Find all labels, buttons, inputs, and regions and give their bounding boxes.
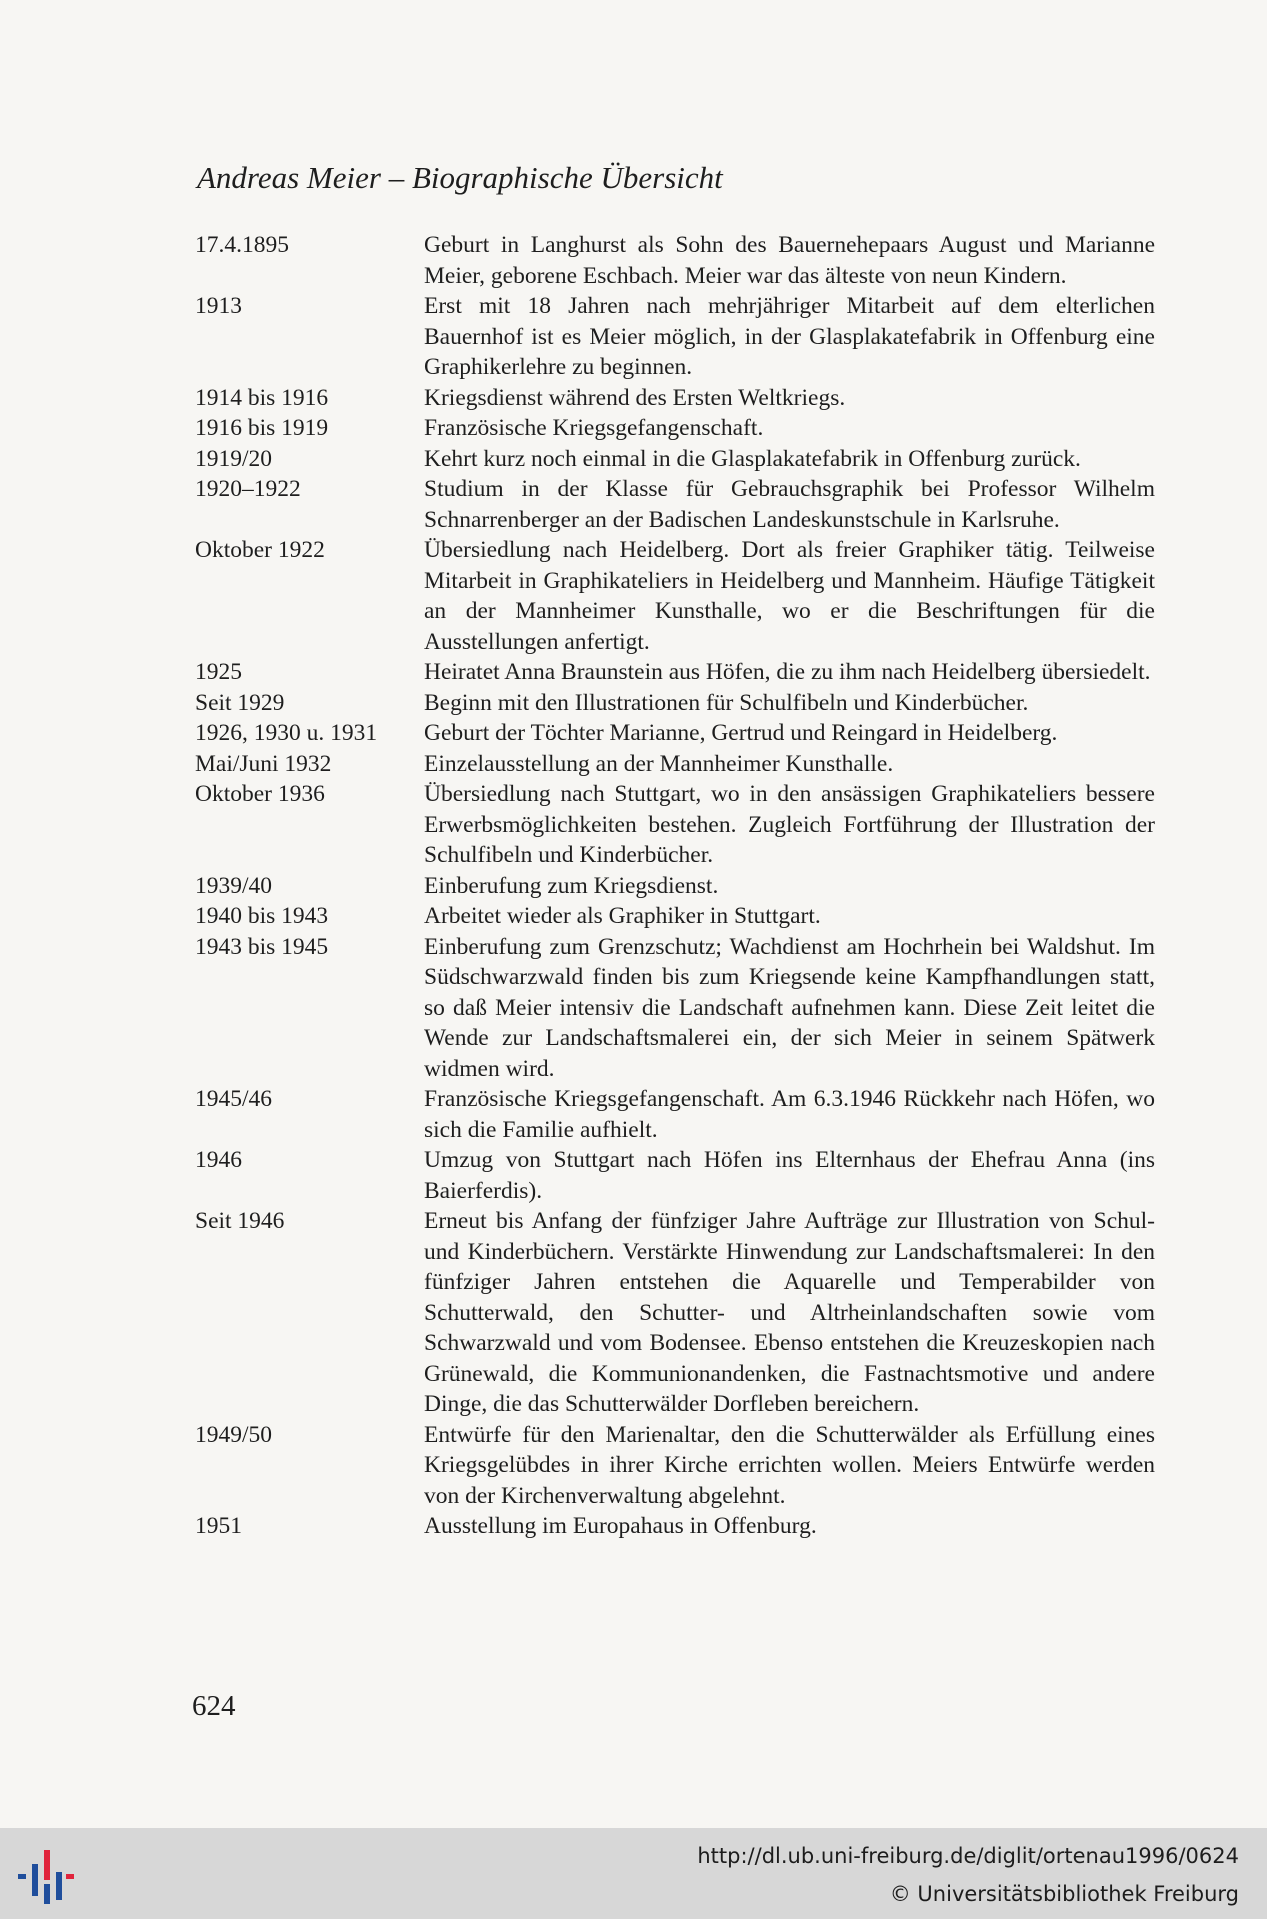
- timeline-entry: [195, 444, 1155, 475]
- timeline-entry: [195, 688, 1155, 719]
- entry-date: Seit 1946: [195, 1208, 285, 1234]
- entry-text: Geburt in Langhurst als Sohn des Bauernehepaars August und Marianne Meier, geborene Eschbach. Meier war das älteste von neun Kindern.: [424, 232, 1155, 289]
- entry-date: Seit 1929: [195, 689, 285, 716]
- entry-text: Übersiedlung nach Heidelberg. Dort als freier Graphiker tätig. Teilweise Mitarbeit in Graphikateliers in Heidelberg und Mannheim. Häufige Tätigkeit an der Mannheimer Kunsthalle, wo er die Beschriftungen für die Ausstellungen anfertigt.: [424, 537, 1155, 655]
- entry-text: Erst mit 18 Jahren nach mehrjähriger Mitarbeit auf dem elterlichen Bauernhof ist es Meier möglich, in der Glasplakatefabrik in Offenburg eine Graphikerlehre zu beginnen.: [424, 293, 1155, 380]
- entry-date: 1916 bis 1919: [195, 415, 329, 441]
- entry-date: 1914 bis 1916: [195, 384, 329, 411]
- entry-date: 1919/20: [195, 445, 273, 472]
- entry-text: Einzelausstellung an der Mannheimer Kunsthalle.: [424, 750, 894, 777]
- entry-text: Übersiedlung nach Stuttgart, wo in den ansässigen Graphikateliers bessere Erwerbsmöglichkeiten bestehen. Zugleich Fortführung der Illustration der Schulfibeln und Kinderbücher.: [424, 781, 1155, 868]
- entry-text: Kriegsdienst während des Ersten Weltkriegs.: [424, 384, 846, 411]
- timeline-entry: [195, 474, 1155, 535]
- timeline-entry: [195, 718, 1155, 749]
- timeline-entry: [195, 932, 1155, 1085]
- timeline-entry: [195, 413, 1155, 444]
- entry-text: Heiratet Anna Braunstein aus Höfen, die zu ihm nach Heidelberg übersiedelt.: [424, 659, 1151, 685]
- entry-text: Kehrt kurz noch einmal in die Glasplakatefabrik in Offenburg zurück.: [424, 445, 1081, 472]
- page-number: 624: [192, 1690, 236, 1722]
- timeline-entry: [195, 291, 1155, 383]
- entry-date: 17.4.1895: [195, 232, 289, 258]
- biography-timeline: [195, 230, 1155, 1542]
- page-title: Andreas Meier – Biographische Übersicht: [197, 160, 723, 195]
- viewer-footer: [0, 1828, 1267, 1919]
- timeline-entry: [195, 1145, 1155, 1206]
- entry-date: 1925: [195, 659, 242, 685]
- timeline-entry: [195, 1511, 1155, 1542]
- timeline-entry: [195, 230, 1155, 291]
- timeline-entry: [195, 1084, 1155, 1145]
- timeline-entry: [195, 1206, 1155, 1420]
- timeline-entry: [195, 749, 1155, 780]
- entry-text: Französische Kriegsgefangenschaft. Am 6.3.1946 Rückkehr nach Höfen, wo sich die Familie aufhielt.: [424, 1086, 1155, 1143]
- entry-date: Oktober 1922: [195, 537, 325, 563]
- ub-freiburg-logo-icon[interactable]: [14, 1842, 78, 1908]
- entry-date: Mai/Juni 1932: [195, 750, 332, 777]
- entry-date: 1945/46: [195, 1086, 273, 1112]
- timeline-entry: [195, 901, 1155, 932]
- entry-text: Einberufung zum Grenzschutz; Wachdienst am Hochrhein bei Waldshut. Im Südschwarzwald finden bis zum Kriegsende keine Kampfhandlungen statt, so daß Meier intensiv die Landschaft aufnehmen kann. Diese Zeit leitet die Wende zur Landschaftsmalerei ein, der sich Meier in seinem Spätwerk widmen wird.: [424, 933, 1155, 1082]
- entry-date: 1949/50: [195, 1421, 273, 1448]
- entry-date: Oktober 1936: [195, 781, 325, 807]
- timeline-entry: [195, 779, 1155, 871]
- timeline-entry: [195, 657, 1155, 688]
- entry-text: Studium in der Klasse für Gebrauchsgraphik bei Professor Wilhelm Schnarrenberger an der Badischen Landeskunstschule in Karlsruhe.: [424, 476, 1155, 533]
- entry-date: 1920–1922: [195, 476, 301, 502]
- entry-text: Beginn mit den Illustrationen für Schulfibeln und Kinderbücher.: [424, 689, 1029, 716]
- permalink-url[interactable]: http://dl.ub.uni-freiburg.de/diglit/ortenau1996/0624: [697, 1844, 1239, 1868]
- timeline-entry: [195, 1420, 1155, 1512]
- timeline-entry: [195, 383, 1155, 414]
- entry-date: 1926, 1930 u. 1931: [195, 720, 378, 746]
- timeline-entry: [195, 871, 1155, 902]
- entry-date: 1939/40: [195, 872, 273, 899]
- entry-text: Entwürfe für den Marienaltar, den die Schutterwälder als Erfüllung eines Kriegsgelübdes in ihrer Kirche errichten wollen. Meiers Entwürfe werden von der Kirchenverwaltung abgelehnt.: [424, 1421, 1155, 1509]
- entry-text: Umzug von Stuttgart nach Höfen ins Elternhaus der Ehefrau Anna (ins Baierferdis).: [424, 1147, 1155, 1204]
- copyright-text: © Universitätsbibliothek Freiburg: [889, 1882, 1239, 1906]
- entry-date: 1943 bis 1945: [195, 933, 329, 960]
- entry-date: 1951: [195, 1513, 242, 1539]
- entry-text: Erneut bis Anfang der fünfziger Jahre Aufträge zur Illustration von Schul- und Kinderbüchern. Verstärkte Hinwendung zur Landschaftsmalerei: In den fünfziger Jahren entstehen die Aquarelle und Temperabilder von Schutterwald, den Schutter- und Altrheinlandschaften sowie vom Schwarzwald und vom Bodensee. Ebenso entstehen die Kreuzeskopien nach Grünewald, die Kommunionandenken, die Fastnachtsmotive und andere Dinge, die das Schutterwälder Dorfleben bereichern.: [424, 1208, 1155, 1417]
- entry-text: Arbeitet wieder als Graphiker in Stuttgart.: [424, 903, 821, 929]
- entry-text: Ausstellung im Europahaus in Offenburg.: [424, 1513, 817, 1539]
- timeline-entry: [195, 535, 1155, 657]
- entry-text: Geburt der Töchter Marianne, Gertrud und Reingard in Heidelberg.: [424, 720, 1058, 746]
- entry-date: 1913: [195, 293, 242, 319]
- entry-text: Französische Kriegsgefangenschaft.: [424, 415, 764, 441]
- entry-date: 1946: [195, 1147, 242, 1173]
- entry-date: 1940 bis 1943: [195, 903, 329, 929]
- entry-text: Einberufung zum Kriegsdienst.: [424, 872, 719, 899]
